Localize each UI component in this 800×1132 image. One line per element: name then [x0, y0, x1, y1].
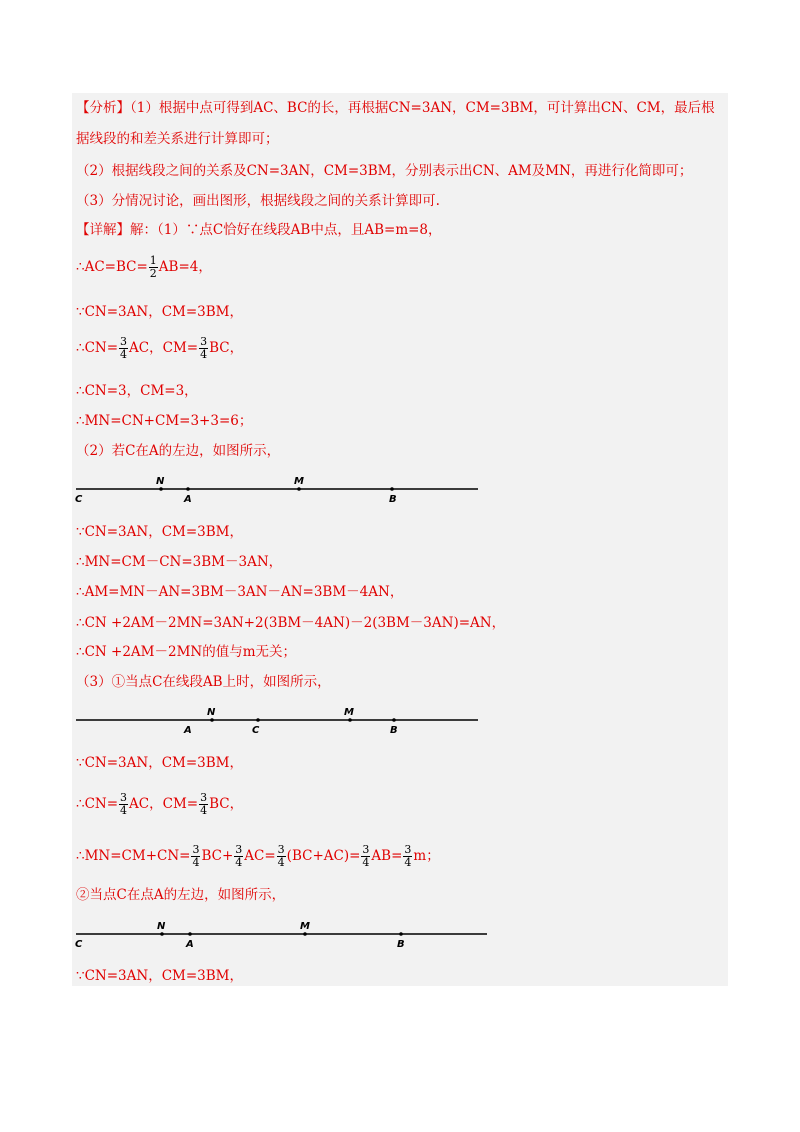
fig1-label-n: N: [156, 476, 165, 487]
frac-num: 3: [192, 843, 200, 856]
frac-den: 4: [192, 856, 200, 869]
p3l2-c: BC，: [209, 796, 244, 812]
fig2-label-b: B: [390, 725, 398, 736]
fig3-label-n: N: [157, 921, 166, 932]
fig2-label-m: M: [344, 707, 354, 718]
analysis-p1a: （1）根据中点可得到AC、BC的长，再根据CN=3AN，CM=3BM，可计算出CN、CM，最后根: [130, 100, 715, 116]
step3-a: ∴CN=: [76, 340, 119, 356]
frac-num: 3: [120, 791, 128, 804]
frac-den: 4: [200, 804, 208, 817]
p2-line-4: ∴CN +2AM－2MN=3AN+2(3BM－4AN)－2(3BM－3AN)=AN，: [76, 615, 506, 631]
frac-den: 4: [362, 856, 370, 869]
frac-num: 3: [404, 843, 412, 856]
p3l2-b: AC，CM=: [129, 796, 199, 812]
p2-line-1: ∵CN=3AN，CM=3BM，: [76, 524, 243, 540]
frac-den: 4: [120, 804, 128, 817]
fig1-label-b: B: [389, 494, 397, 505]
detail-step-5: ∴MN=CN+CM=3+3=6；: [76, 413, 253, 429]
frac-num: 3: [362, 843, 370, 856]
frac-den: 4: [120, 348, 128, 361]
fig2-label-n: N: [207, 707, 216, 718]
detail-intro-text: 解：（1）∵点C恰好在线段AB中点，且AB=m=8，: [130, 222, 442, 238]
p2-line-5: ∴CN +2AM－2MN的值与m无关；: [76, 644, 297, 660]
p3l3-b: BC+: [201, 848, 234, 864]
analysis-line-3: （2）根据线段之间的关系及CN=3AN，CM=3BM，分别表示出CN、AM及MN，再进行化简即可；: [76, 163, 693, 179]
p3l3-c: AC=: [244, 848, 276, 864]
fig3-label-a: A: [186, 939, 194, 950]
frac-num: 3: [200, 791, 208, 804]
p2-line-3: ∴AM=MN－AN=3BM－3AN－AN=3BM－4AN，: [76, 584, 404, 600]
frac-den: 4: [404, 856, 412, 869]
p3l3-a: ∴MN=CM+CN=: [76, 848, 191, 864]
frac-den: 4: [277, 856, 285, 869]
fig3-point-b: [399, 932, 403, 936]
detail-step-2: ∵CN=3AN，CM=3BM，: [76, 304, 243, 320]
fig3-point-m: [303, 932, 307, 936]
step1-post: AB=4，: [158, 259, 212, 275]
fig2-label-c: C: [252, 725, 260, 736]
frac-den: 2: [149, 267, 157, 280]
fig1-label-a: A: [184, 494, 192, 505]
fig3-label-b: B: [397, 939, 405, 950]
fig3-label-c: C: [75, 939, 83, 950]
step1-pre: ∴AC=BC=: [76, 259, 148, 275]
analysis-line-4: （3）分情况讨论，画出图形，根据线段之间的关系计算即可.: [76, 193, 440, 209]
fig1-label-c: C: [75, 494, 83, 505]
case2-title: ②当点C在点A的左边，如图所示，: [76, 887, 286, 903]
p3l2-a: ∴CN=: [76, 796, 119, 812]
p3l3-e: AB=: [371, 848, 403, 864]
frac-num: 3: [235, 843, 243, 856]
detail-tag: 【详解】: [76, 222, 130, 238]
analysis-line-2: 据线段的和差关系进行计算即可；: [76, 131, 279, 147]
detail-step-4: ∴CN=3，CM=3，: [76, 383, 198, 399]
step3-b: AC，CM=: [129, 340, 199, 356]
fig3-point-n: [160, 932, 164, 936]
fig1-label-m: M: [294, 476, 304, 487]
frac-num: 3: [200, 335, 208, 348]
fig2-label-a: A: [184, 725, 192, 736]
p2-line-2: ∴MN=CM－CN=3BM－3AN，: [76, 554, 283, 570]
p3l3-d: (BC+AC)=: [286, 848, 361, 864]
part3-title: （3）①当点C在线段AB上时，如图所示，: [76, 674, 331, 690]
step3-c: BC，: [209, 340, 244, 356]
frac-den: 4: [200, 348, 208, 361]
frac-num: 3: [277, 843, 285, 856]
part2-title: （2）若C在A的左边，如图所示，: [76, 443, 281, 459]
analysis-tag: 【分析】: [76, 100, 130, 116]
fig3-point-a: [188, 932, 192, 936]
frac-num: 1: [149, 254, 157, 267]
fig3-label-m: M: [300, 921, 310, 932]
case2-line-1: ∵CN=3AN，CM=3BM，: [76, 968, 243, 984]
frac-num: 3: [120, 335, 128, 348]
p3l3-f: m；: [413, 848, 440, 864]
frac-den: 4: [235, 856, 243, 869]
p3-line-1: ∵CN=3AN，CM=3BM，: [76, 755, 243, 771]
